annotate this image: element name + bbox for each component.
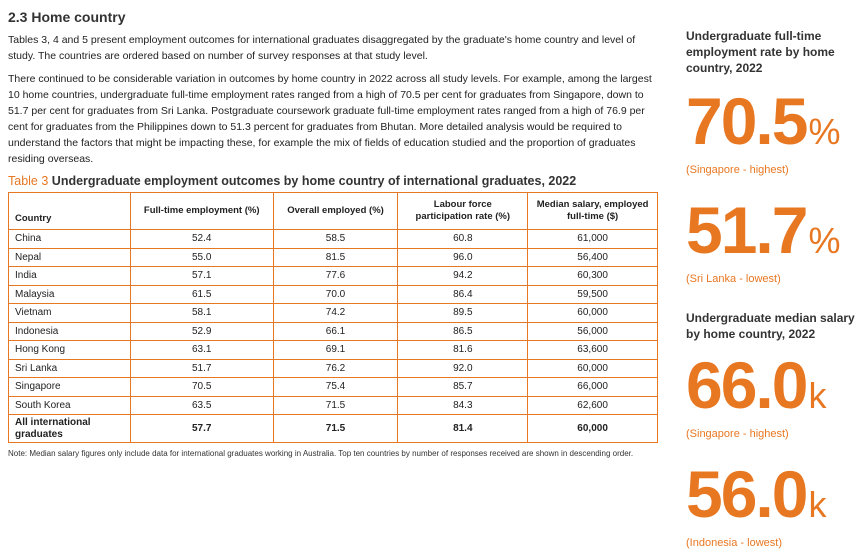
value-cell: 85.7 bbox=[398, 378, 528, 397]
stat-caption: (Sri Lanka - lowest) bbox=[686, 273, 781, 285]
value-cell: 69.1 bbox=[273, 341, 398, 360]
country-cell: Malaysia bbox=[9, 285, 131, 304]
value-cell: 81.5 bbox=[273, 248, 398, 267]
value-cell: 60,000 bbox=[528, 359, 658, 378]
value-cell: 81.6 bbox=[398, 341, 528, 360]
country-cell: South Korea bbox=[9, 396, 131, 415]
value-cell: 81.4 bbox=[398, 415, 528, 443]
table-row bbox=[9, 378, 658, 397]
value-cell: 62,600 bbox=[528, 396, 658, 415]
value-cell: 60,000 bbox=[528, 415, 658, 443]
value-cell: 60.8 bbox=[398, 230, 528, 249]
value-cell: 70.5 bbox=[130, 378, 273, 397]
stat-value: 56.0k bbox=[686, 457, 827, 531]
value-cell: 52.4 bbox=[130, 230, 273, 249]
country-cell: Sri Lanka bbox=[9, 359, 131, 378]
stat-block-highest-employment bbox=[686, 84, 861, 177]
variation-paragraph: There continued to be considerable variation in outcomes by home country in 2022 across all study levels. For example, among the largest 10 home countries, undergraduate full-time employment rates ranged from a high of 70.5 per cent for graduates from Singapore, down to 51.7 per cent for graduates from Sri Lanka. Postgraduate coursework graduate full-time employment rates ranged from a high of 76.9 per cent for graduates from the Philippines down to 51.3 percent for graduates from Bhutan. More detailed analysis would be required to understand the factors that might be impacting these, for example the mix of fields of education studied and the proportion of graduates residing overseas. bbox=[8, 73, 652, 165]
value-cell: 76.2 bbox=[273, 359, 398, 378]
value-cell: 75.4 bbox=[273, 378, 398, 397]
value-cell: 77.6 bbox=[273, 267, 398, 286]
stat-block-highest-salary bbox=[686, 348, 861, 441]
value-cell: 58.1 bbox=[130, 304, 273, 323]
value-cell: 94.2 bbox=[398, 267, 528, 286]
column-header: Labour force participation rate (%) bbox=[398, 193, 528, 230]
country-cell: Singapore bbox=[9, 378, 131, 397]
stat-value: 66.0k bbox=[686, 348, 827, 422]
value-cell: 66.1 bbox=[273, 322, 398, 341]
value-cell: 60,000 bbox=[528, 304, 658, 323]
table-row bbox=[9, 285, 658, 304]
table-row bbox=[9, 341, 658, 360]
column-header: Full-time employment (%) bbox=[130, 193, 273, 230]
table-row bbox=[9, 359, 658, 378]
table-body bbox=[9, 230, 658, 443]
value-cell: 58.5 bbox=[273, 230, 398, 249]
value-cell: 61,000 bbox=[528, 230, 658, 249]
country-cell: Vietnam bbox=[9, 304, 131, 323]
value-cell: 61.5 bbox=[130, 285, 273, 304]
value-cell: 57.1 bbox=[130, 267, 273, 286]
table-label: Table 3 bbox=[8, 174, 49, 188]
stat-caption: (Singapore - highest) bbox=[686, 164, 789, 176]
value-cell: 52.9 bbox=[130, 322, 273, 341]
section-title: 2.3 Home country bbox=[8, 9, 126, 25]
country-cell: Hong Kong bbox=[9, 341, 131, 360]
intro-paragraph: Tables 3, 4 and 5 present employment outcomes for international graduates disaggregated by the graduate's home country and level of study. The countries are ordered based on number of survey responses at that study level. bbox=[8, 34, 636, 62]
column-header: Median salary, employed full-time ($) bbox=[528, 193, 658, 230]
table-row bbox=[9, 248, 658, 267]
table-title: Undergraduate employment outcomes by home country of international graduates, 2022 bbox=[51, 174, 577, 188]
employment-table bbox=[8, 192, 658, 443]
stat-caption: (Indonesia - lowest) bbox=[686, 537, 782, 549]
value-cell: 56,400 bbox=[528, 248, 658, 267]
country-cell: India bbox=[9, 267, 131, 286]
table-row bbox=[9, 396, 658, 415]
country-cell: Indonesia bbox=[9, 322, 131, 341]
table-row bbox=[9, 230, 658, 249]
value-cell: 86.5 bbox=[398, 322, 528, 341]
country-cell: China bbox=[9, 230, 131, 249]
table-row bbox=[9, 267, 658, 286]
country-cell: All international graduates bbox=[9, 415, 131, 443]
value-cell: 51.7 bbox=[130, 359, 273, 378]
value-cell: 71.5 bbox=[273, 396, 398, 415]
stat-caption: (Singapore - highest) bbox=[686, 428, 789, 440]
table-row bbox=[9, 304, 658, 323]
value-cell: 92.0 bbox=[398, 359, 528, 378]
sidebar-stats bbox=[686, 28, 861, 550]
value-cell: 56,000 bbox=[528, 322, 658, 341]
value-cell: 84.3 bbox=[398, 396, 528, 415]
value-cell: 71.5 bbox=[273, 415, 398, 443]
value-cell: 74.2 bbox=[273, 304, 398, 323]
table-total-row bbox=[9, 415, 658, 443]
employment-heading: Undergraduate full-time employment rate by home country, 2022 bbox=[686, 29, 835, 75]
salary-heading: Undergraduate median salary by home country, 2022 bbox=[686, 311, 855, 341]
value-cell: 70.0 bbox=[273, 285, 398, 304]
table-row bbox=[9, 322, 658, 341]
stat-value: 51.7% bbox=[686, 193, 841, 267]
table-caption bbox=[8, 173, 658, 189]
stat-value: 70.5% bbox=[686, 84, 841, 158]
value-cell: 63.5 bbox=[130, 396, 273, 415]
table-note: Note: Median salary figures only include data for international graduates working in Australia. Top ten countries by number of responses received are shown in descending order. bbox=[8, 449, 634, 458]
value-cell: 63,600 bbox=[528, 341, 658, 360]
column-header: Country bbox=[9, 193, 131, 230]
value-cell: 96.0 bbox=[398, 248, 528, 267]
value-cell: 60,300 bbox=[528, 267, 658, 286]
value-cell: 59,500 bbox=[528, 285, 658, 304]
stat-block-lowest-employment bbox=[686, 193, 861, 286]
value-cell: 57.7 bbox=[130, 415, 273, 443]
table-header-row bbox=[9, 193, 658, 230]
value-cell: 66,000 bbox=[528, 378, 658, 397]
value-cell: 55.0 bbox=[130, 248, 273, 267]
stat-block-lowest-salary bbox=[686, 457, 861, 550]
country-cell: Nepal bbox=[9, 248, 131, 267]
value-cell: 89.5 bbox=[398, 304, 528, 323]
value-cell: 86.4 bbox=[398, 285, 528, 304]
value-cell: 63.1 bbox=[130, 341, 273, 360]
main-content bbox=[8, 6, 658, 459]
column-header: Overall employed (%) bbox=[273, 193, 398, 230]
